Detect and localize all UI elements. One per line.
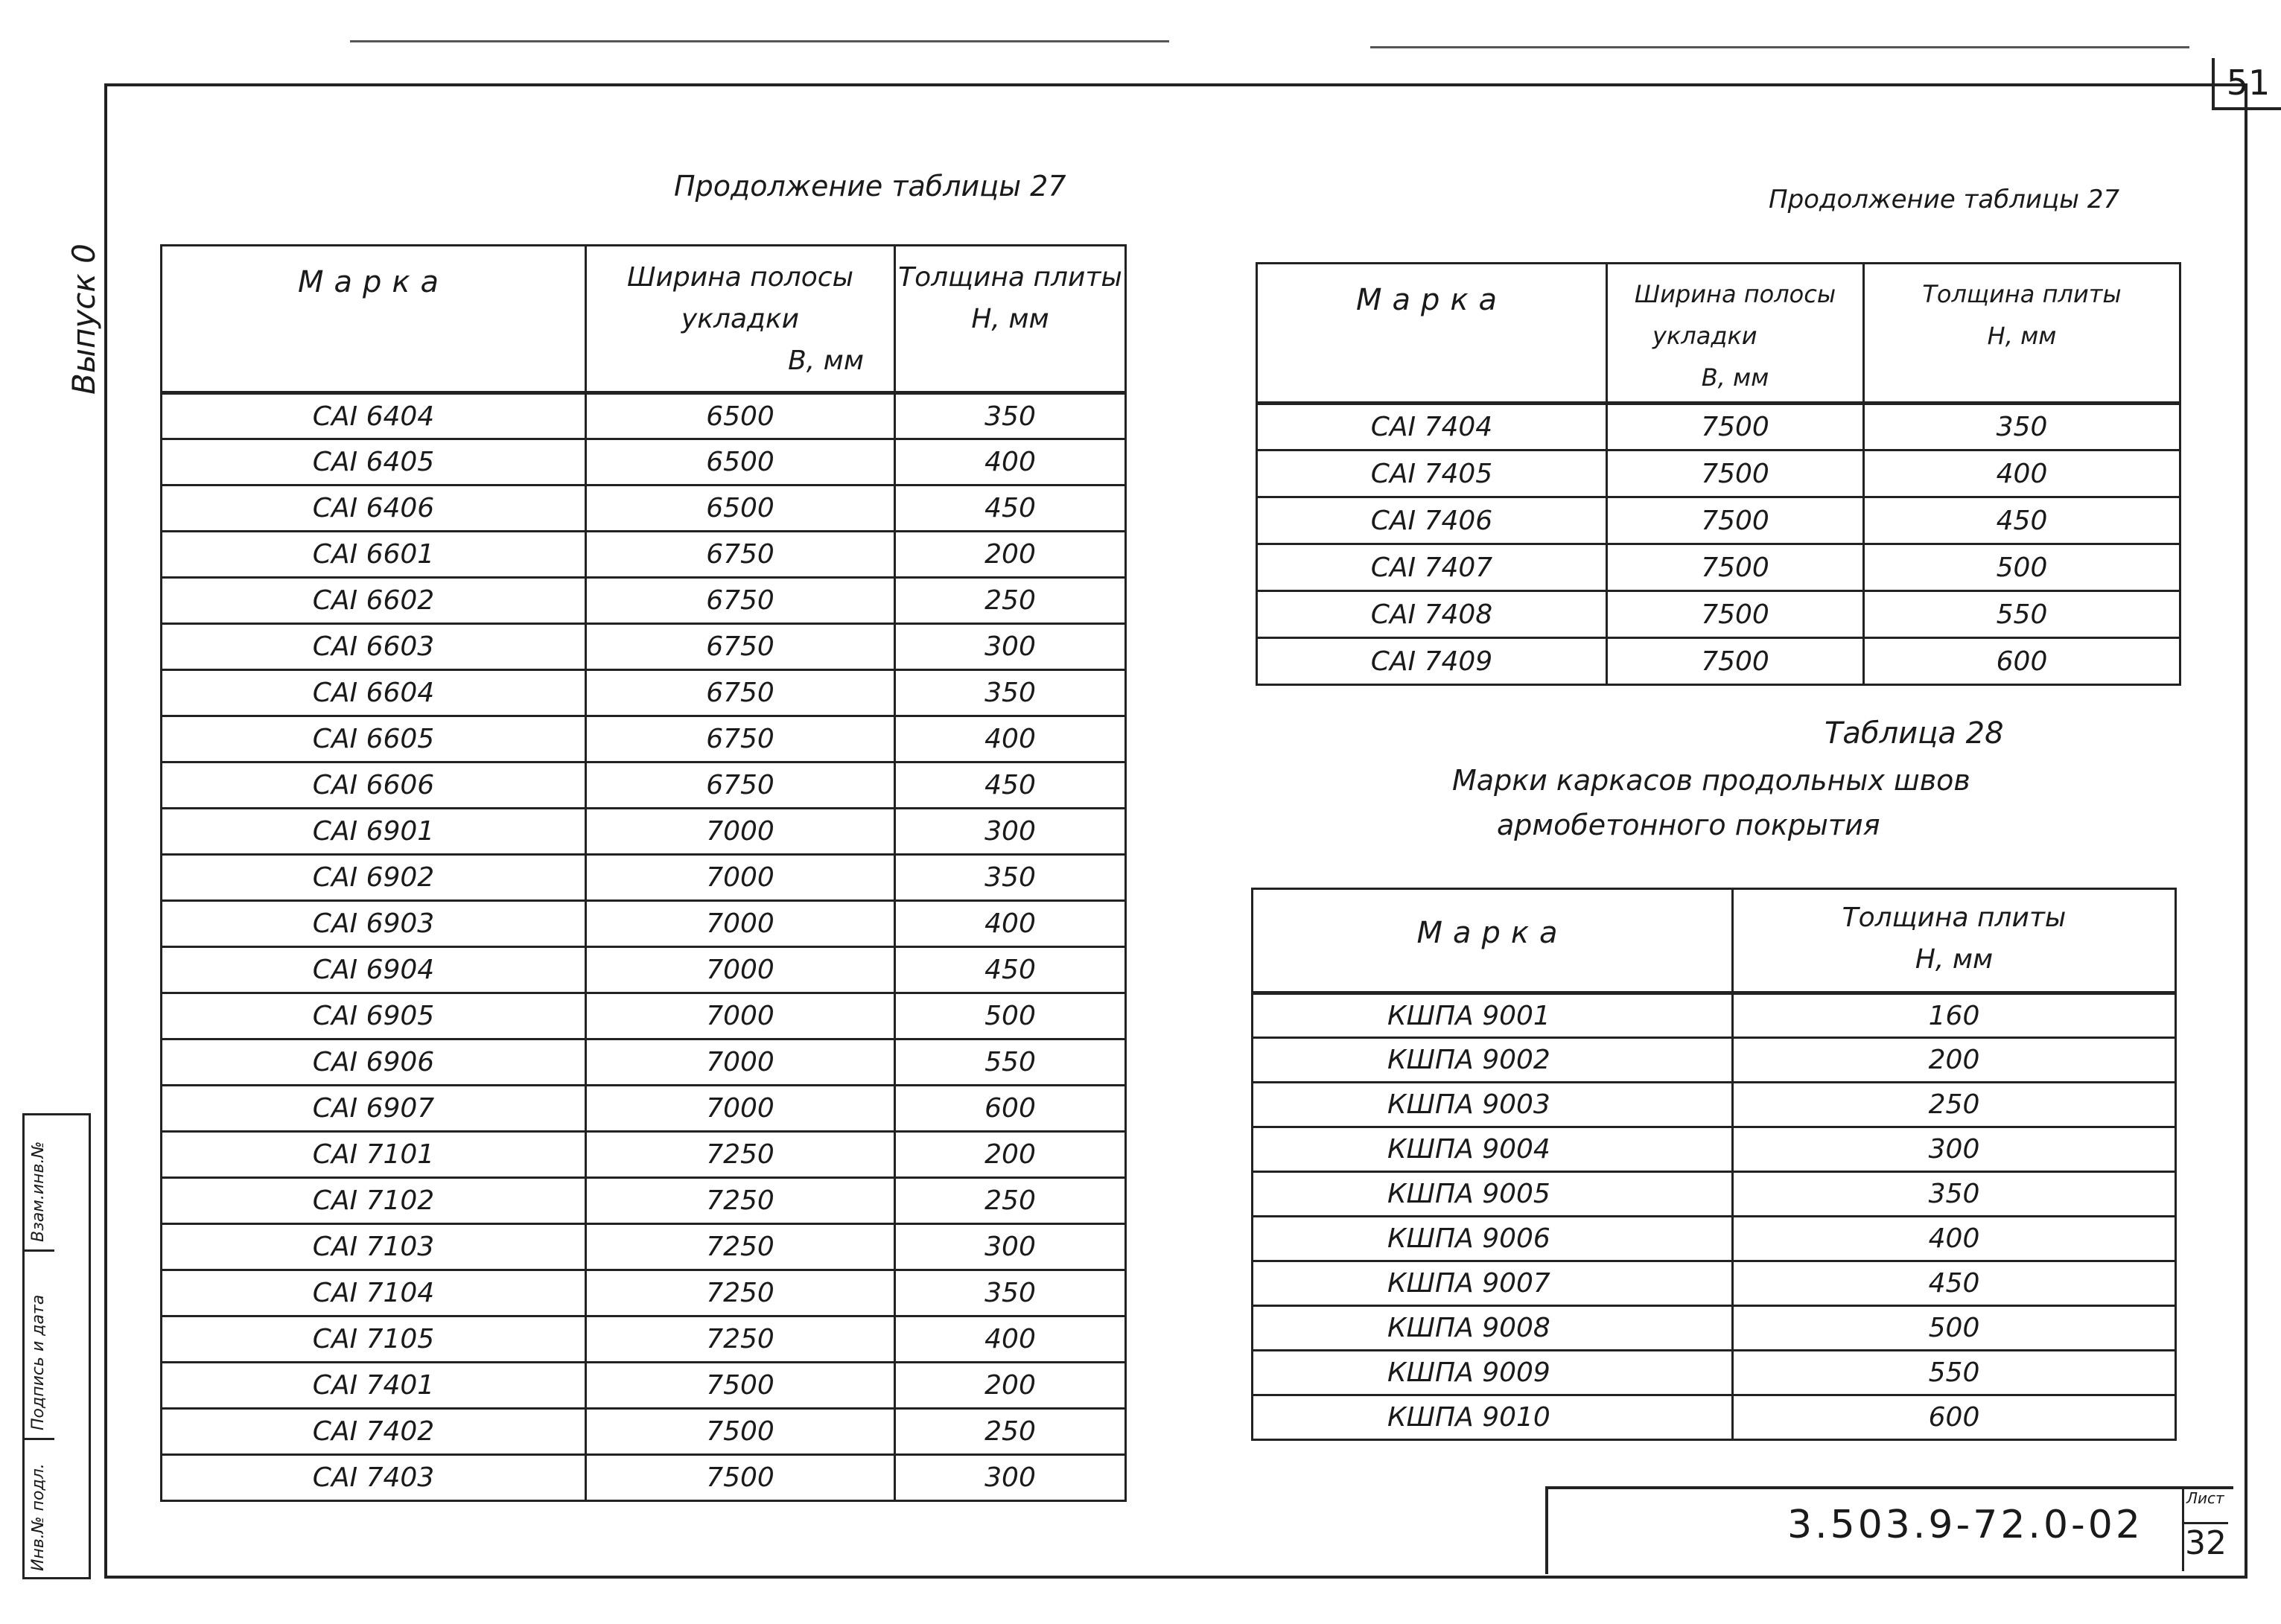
cell-mark: САI 6602 — [162, 578, 586, 624]
cell-mark: КШПА 9009 — [1253, 1351, 1733, 1395]
table-row — [1257, 404, 2180, 450]
top-rule-left — [350, 40, 1169, 42]
header-width-line2: укладки — [681, 304, 800, 334]
header-mark: Марка — [1257, 264, 1607, 404]
cell-thickness: 250 — [895, 1178, 1126, 1224]
table-row — [162, 1039, 1126, 1086]
table-row — [162, 855, 1126, 901]
cell-thickness: 300 — [895, 809, 1126, 855]
cell-mark: САI 6405 — [162, 439, 586, 485]
side-cell-inv — [25, 1440, 54, 1577]
table-28 — [1251, 888, 2177, 1441]
table-row — [1253, 993, 2176, 1038]
cell-mark: КШПА 9002 — [1253, 1038, 1733, 1083]
cell-thickness: 250 — [895, 1409, 1126, 1455]
table-row — [1257, 638, 2180, 685]
cell-mark: КШПА 9006 — [1253, 1217, 1733, 1261]
cell-thickness: 400 — [1864, 450, 2180, 497]
table-row — [162, 1132, 1126, 1178]
cell-mark: САI 7406 — [1257, 497, 1607, 544]
cell-mark: САI 6603 — [162, 624, 586, 670]
cell-mark: САI 7101 — [162, 1132, 586, 1178]
cell-width: 6500 — [586, 393, 895, 439]
cell-mark: КШПА 9001 — [1253, 993, 1733, 1038]
header-thickness — [1864, 264, 2180, 404]
table-row — [1257, 497, 2180, 544]
cell-width: 7000 — [586, 1039, 895, 1086]
cell-width: 7250 — [586, 1224, 895, 1270]
table-row — [162, 901, 1126, 947]
document-code: 3.503.9-72.0-02 — [1787, 1503, 2143, 1547]
cell-width: 6500 — [586, 439, 895, 485]
header-width — [1607, 264, 1864, 404]
cell-mark: САI 6902 — [162, 855, 586, 901]
cell-mark: САI 7401 — [162, 1363, 586, 1409]
cell-thickness: 160 — [1733, 993, 2176, 1038]
table-28-title-line1: Марки каркасов продольных швов — [1452, 764, 1970, 797]
cell-thickness: 350 — [895, 670, 1126, 716]
table-27-right — [1256, 262, 2181, 686]
cell-mark: КШПА 9008 — [1253, 1306, 1733, 1351]
cell-thickness: 500 — [895, 993, 1126, 1039]
cell-mark: САI 6606 — [162, 762, 586, 809]
cell-thickness: 500 — [1864, 544, 2180, 591]
table-row — [1257, 450, 2180, 497]
sheet-number: 32 — [2183, 1522, 2228, 1562]
header-mark: Марка — [162, 246, 586, 393]
cell-thickness: 450 — [895, 947, 1126, 993]
table-row — [162, 1086, 1126, 1132]
table-row — [1253, 1083, 2176, 1127]
header-mark: Марка — [1253, 889, 1733, 993]
header-thickness — [895, 246, 1126, 393]
sheet-label: Лист — [2186, 1489, 2224, 1507]
table-row — [1253, 1395, 2176, 1440]
table-row — [162, 1455, 1126, 1501]
cell-thickness: 550 — [1864, 591, 2180, 638]
cell-thickness: 200 — [895, 1363, 1126, 1409]
table-row — [162, 670, 1126, 716]
header-thickness-line1: Толщина плиты — [1842, 902, 2067, 933]
cell-width: 7000 — [586, 1086, 895, 1132]
cell-mark: САI 6905 — [162, 993, 586, 1039]
cell-width: 7250 — [586, 1178, 895, 1224]
cell-thickness: 200 — [1733, 1038, 2176, 1083]
cell-mark: САI 6404 — [162, 393, 586, 439]
cell-mark: САI 7404 — [1257, 404, 1607, 450]
table-row — [1253, 1217, 2176, 1261]
cell-width: 7500 — [586, 1455, 895, 1501]
cell-thickness: 300 — [1733, 1127, 2176, 1172]
cell-mark: КШПА 9004 — [1253, 1127, 1733, 1172]
header-thickness-line1: Толщина плиты — [1922, 280, 2122, 308]
cell-mark: САI 7105 — [162, 1316, 586, 1363]
cell-mark: КШПА 9003 — [1253, 1083, 1733, 1127]
header-width-line3: В, мм — [1701, 363, 1769, 392]
cell-width: 7250 — [586, 1316, 895, 1363]
cell-thickness: 400 — [895, 1316, 1126, 1363]
cell-thickness: 350 — [895, 855, 1126, 901]
header-width — [586, 246, 895, 393]
cell-thickness: 600 — [895, 1086, 1126, 1132]
cell-mark: САI 7407 — [1257, 544, 1607, 591]
table-row — [162, 716, 1126, 762]
cell-mark: КШПА 9005 — [1253, 1172, 1733, 1217]
cell-mark: КШПА 9007 — [1253, 1261, 1733, 1306]
cell-thickness: 300 — [895, 624, 1126, 670]
table-row — [162, 578, 1126, 624]
cell-mark: САI 7104 — [162, 1270, 586, 1316]
table-28-number: Таблица 28 — [1825, 716, 2004, 751]
table-row — [162, 393, 1126, 439]
cell-thickness: 300 — [895, 1224, 1126, 1270]
cell-width: 7500 — [1607, 638, 1864, 685]
table-row — [162, 439, 1126, 485]
cell-width: 7000 — [586, 809, 895, 855]
cell-width: 6750 — [586, 532, 895, 578]
table-row — [162, 532, 1126, 578]
cell-width: 7000 — [586, 993, 895, 1039]
top-rule-right — [1370, 46, 2189, 48]
table-row — [1253, 1127, 2176, 1172]
cell-mark: САI 7403 — [162, 1455, 586, 1501]
table-row — [162, 1316, 1126, 1363]
cell-width: 6750 — [586, 716, 895, 762]
cell-thickness: 350 — [895, 1270, 1126, 1316]
side-cell-podpis — [25, 1252, 54, 1440]
table-row — [1253, 1038, 2176, 1083]
cell-thickness: 600 — [1864, 638, 2180, 685]
cell-width: 7500 — [1607, 591, 1864, 638]
cell-mark: САI 6406 — [162, 485, 586, 532]
cell-mark: САI 6907 — [162, 1086, 586, 1132]
right-table-caption: Продолжение таблицы 27 — [1769, 185, 2120, 214]
table-row — [1257, 544, 2180, 591]
cell-thickness: 400 — [895, 716, 1126, 762]
cell-width: 7500 — [1607, 450, 1864, 497]
cell-thickness: 350 — [1733, 1172, 2176, 1217]
cell-width: 7000 — [586, 855, 895, 901]
header-thickness-line2: Н, мм — [971, 304, 1049, 334]
cell-thickness: 250 — [1733, 1083, 2176, 1127]
cell-thickness: 600 — [1733, 1395, 2176, 1440]
table-row — [162, 1363, 1126, 1409]
cell-width: 7250 — [586, 1270, 895, 1316]
cell-mark: САI 6605 — [162, 716, 586, 762]
side-label-inv-podl: Инв.№ подл. — [29, 1463, 48, 1571]
table-row — [162, 485, 1126, 532]
cell-thickness: 350 — [895, 393, 1126, 439]
table-row — [162, 1224, 1126, 1270]
side-label-podpis-data: Подпись и дата — [29, 1294, 48, 1430]
cell-thickness: 450 — [895, 485, 1126, 532]
table-row — [162, 762, 1126, 809]
cell-thickness: 400 — [895, 439, 1126, 485]
cell-mark: КШПА 9010 — [1253, 1395, 1733, 1440]
cell-thickness: 450 — [895, 762, 1126, 809]
table-row — [1253, 1351, 2176, 1395]
cell-mark: САI 6904 — [162, 947, 586, 993]
cell-mark: САI 7102 — [162, 1178, 586, 1224]
cell-width: 6750 — [586, 670, 895, 716]
cell-width: 6750 — [586, 578, 895, 624]
left-table-caption: Продолжение таблицы 27 — [674, 170, 1066, 203]
cell-thickness: 200 — [895, 532, 1126, 578]
cell-thickness: 350 — [1864, 404, 2180, 450]
table-row — [162, 1178, 1126, 1224]
table-row — [162, 624, 1126, 670]
table-27-left — [160, 244, 1127, 1502]
table-row — [1253, 1172, 2176, 1217]
cell-width: 7000 — [586, 901, 895, 947]
cell-thickness: 400 — [1733, 1217, 2176, 1261]
cell-width: 7250 — [586, 1132, 895, 1178]
header-thickness — [1733, 889, 2176, 993]
cell-thickness: 550 — [1733, 1351, 2176, 1395]
series-label: Выпуск 0 — [66, 243, 102, 395]
cell-width: 7500 — [1607, 544, 1864, 591]
cell-width: 6750 — [586, 762, 895, 809]
side-stamp — [22, 1113, 91, 1579]
header-thickness-line2: Н, мм — [1915, 944, 1994, 975]
cell-thickness: 300 — [895, 1455, 1126, 1501]
cell-thickness: 500 — [1733, 1306, 2176, 1351]
cell-thickness: 250 — [895, 578, 1126, 624]
cell-mark: САI 6903 — [162, 901, 586, 947]
header-width-line2: укладки — [1652, 322, 1757, 350]
cell-thickness: 550 — [895, 1039, 1126, 1086]
cell-width: 6750 — [586, 624, 895, 670]
table-row — [162, 947, 1126, 993]
header-width-line1: Ширина полосы — [627, 262, 853, 293]
cell-mark: САI 7103 — [162, 1224, 586, 1270]
table-row — [1253, 1306, 2176, 1351]
header-thickness-line2: Н, мм — [1987, 322, 2057, 350]
cell-width: 6500 — [586, 485, 895, 532]
cell-mark: САI 6604 — [162, 670, 586, 716]
header-thickness-line1: Толщина плиты — [898, 262, 1122, 293]
cell-thickness: 200 — [895, 1132, 1126, 1178]
cell-thickness: 450 — [1733, 1261, 2176, 1306]
side-label-vzam-inv: Взам.инв.№ — [29, 1141, 48, 1242]
page-number: 51 — [2212, 58, 2281, 110]
cell-width: 7500 — [1607, 497, 1864, 544]
cell-mark: САI 7409 — [1257, 638, 1607, 685]
cell-width: 7000 — [586, 947, 895, 993]
cell-width: 7500 — [586, 1409, 895, 1455]
cell-mark: САI 7408 — [1257, 591, 1607, 638]
table-28-title-line2: армобетонного покрытия — [1497, 809, 1880, 841]
table-row — [1253, 1261, 2176, 1306]
table-row — [162, 809, 1126, 855]
header-width-line3: В, мм — [788, 346, 864, 376]
table-row — [162, 1409, 1126, 1455]
cell-width: 7500 — [1607, 404, 1864, 450]
table-row — [162, 993, 1126, 1039]
cell-thickness: 450 — [1864, 497, 2180, 544]
table-row — [1257, 591, 2180, 638]
cell-mark: САI 6601 — [162, 532, 586, 578]
table-row — [162, 1270, 1126, 1316]
side-cell-vzam — [25, 1115, 54, 1252]
cell-mark: САI 6906 — [162, 1039, 586, 1086]
cell-mark: САI 6901 — [162, 809, 586, 855]
cell-mark: САI 7402 — [162, 1409, 586, 1455]
cell-mark: САI 7405 — [1257, 450, 1607, 497]
cell-width: 7500 — [586, 1363, 895, 1409]
header-width-line1: Ширина полосы — [1634, 280, 1836, 308]
cell-thickness: 400 — [895, 901, 1126, 947]
